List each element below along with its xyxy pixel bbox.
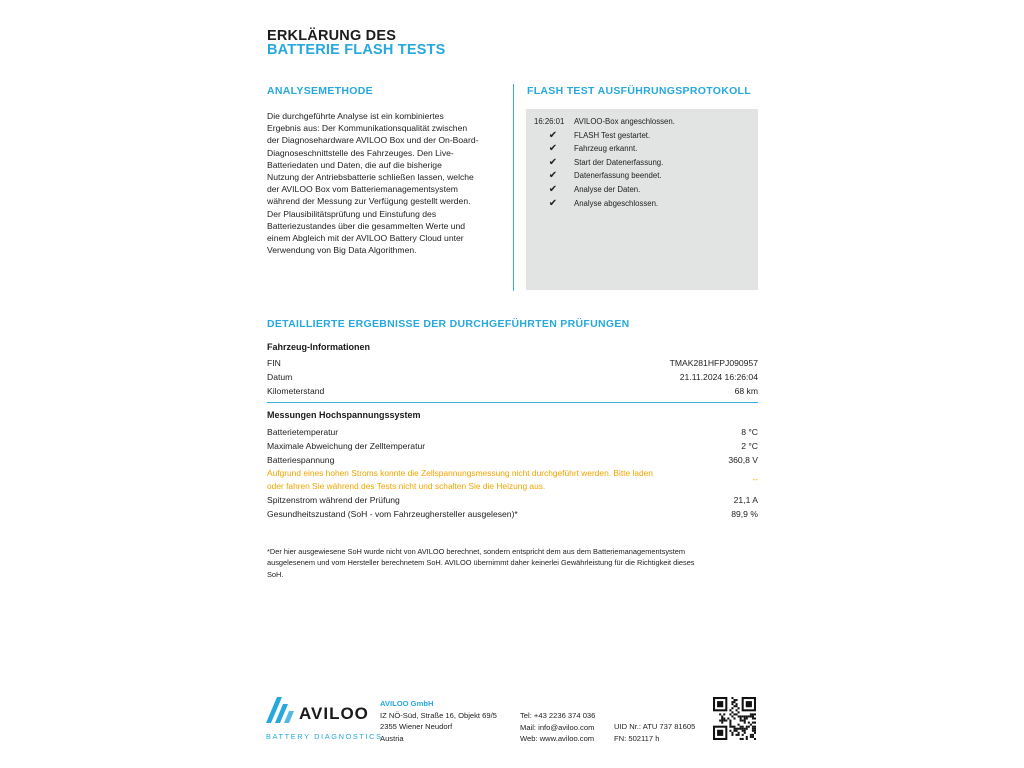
row-value: 21.11.2024 16:26:04 (679, 371, 758, 382)
analysis-line: Batteriedaten und Daten, die auf die bisherige (267, 159, 442, 170)
protocol-heading: FLASH TEST AUSFÜHRUNGSPROTOKOLL (527, 85, 751, 97)
registry-uid: UID Nr.: ATU 737 81605 (614, 722, 696, 731)
company-name: AVILOO GmbH (380, 699, 434, 708)
table-row (267, 371, 758, 384)
protocol-log (534, 115, 754, 235)
check-icon: ✔ (548, 129, 558, 141)
page-title-line1: ERKLÄRUNG DES (267, 28, 397, 44)
table-row (267, 357, 758, 370)
analysis-line: während der Messung zur Verfügung gestellt werden. (267, 196, 471, 207)
protocol-entry (534, 115, 754, 128)
table-row (267, 440, 758, 453)
warning-line1: Aufgrund eines hohen Stroms konnte die Zellspannungsmessung nicht durchgeführt werden. Bitte laden (267, 468, 653, 478)
company-registry (614, 721, 695, 744)
row-value: 68 km (734, 385, 758, 396)
protocol-entry (534, 142, 754, 155)
footnote-line1: *Der hier ausgewiesene SoH wurde nicht von AVILOO berechnet, sondern entspricht dem aus dem Batteriemanagementsystem (267, 547, 686, 556)
address-line3: Austria (380, 733, 404, 743)
cell-voltage-warning (267, 467, 717, 492)
protocol-message: Analyse abgeschlossen. (574, 198, 659, 208)
company-contact (520, 710, 595, 745)
analysis-line: der AVILOO Box vom Batteriemanagementsystem (267, 184, 458, 195)
row-label: Spitzenstrom während der Prüfung (267, 495, 400, 505)
soh-footnote (267, 546, 762, 580)
analysis-heading: ANALYSEMETHODE (267, 85, 373, 97)
protocol-message: FLASH Test gestartet. (574, 130, 651, 140)
row-label: FIN (267, 358, 281, 368)
footnote-line3: SoH. (267, 569, 284, 579)
table-row (267, 508, 758, 521)
analysis-line: Die durchgeführte Analyse ist ein kombiniertes (267, 111, 444, 121)
section-divider (267, 402, 758, 403)
check-icon: ✔ (548, 156, 558, 168)
analysis-line: Verwendung von Big Data Algorithmen. (267, 245, 417, 256)
protocol-message: AVILOO-Box angeschlossen. (574, 117, 675, 126)
row-label: Kilometerstand (267, 385, 325, 396)
row-label: Batterietemperatur (267, 427, 339, 437)
protocol-entry (534, 129, 754, 142)
protocol-message: Fahrzeug erkannt. (574, 144, 638, 154)
registry-fn: FN: 502117 h (614, 733, 660, 743)
address-line2: 2355 Wiener Neudorf (380, 722, 453, 732)
analysis-line: Nutzung der Antriebsbatterie schließen lassen, welche (267, 172, 474, 183)
analysis-line: der Diagnosehardware AVILOO Box und der On-Board- (267, 135, 479, 146)
warning-line2: oder fahren Sie während des Tests nicht und schalten Sie die Heizung aus. (267, 480, 546, 491)
protocol-message: Datenerfassung beendet. (574, 171, 662, 181)
hv-measurements-title: Messungen Hochspannungssystem (267, 410, 421, 420)
address-line1: IZ NÖ-Süd, Straße 16, Objekt 69/5 (380, 710, 497, 720)
company-address (380, 698, 497, 744)
check-icon: ✔ (548, 170, 558, 182)
column-divider (513, 84, 514, 291)
row-value: 360,8 V (728, 454, 758, 465)
qr-code-icon (713, 697, 756, 740)
analysis-line: Diagnoseschnittstelle des Fahrzeuges. Den Live- (267, 147, 454, 158)
aviloo-logo-text: AVILOO (299, 704, 369, 723)
row-value: 2 °C (741, 440, 758, 451)
aviloo-logo-subtitle: BATTERY DIAGNOSTICS (266, 732, 383, 741)
protocol-message: Analyse der Daten. (574, 185, 641, 194)
row-label: Batteriespannung (267, 454, 335, 465)
check-icon: ✔ (548, 184, 558, 195)
analysis-line: Batteriezustandes über die gesammelten Werte und (267, 220, 466, 231)
table-row (267, 494, 758, 507)
table-row (267, 385, 758, 398)
protocol-entry (534, 156, 754, 169)
protocol-entry (534, 183, 754, 196)
contact-web[interactable]: Web: www.aviloo.com (520, 734, 595, 744)
aviloo-logo-icon (266, 697, 296, 723)
analysis-line: Der Plausibilitätsprüfung und Einstufung des (267, 208, 437, 219)
footnote-line2: ausgelesenem und vom Hersteller berechnetem SoH. AVILOO übernimmt daher keinerlei Gewährleistung für die Richtigkeit dieses (267, 558, 695, 568)
table-row (267, 426, 758, 439)
contact-mail[interactable]: Mail: info@aviloo.com (520, 722, 595, 732)
row-label: Maximale Abweichung der Zelltemperatur (267, 440, 426, 451)
warning-value: -- (752, 474, 758, 484)
results-heading: DETAILLIERTE ERGEBNISSE DER DURCHGEFÜHRTEN PRÜFUNGEN (267, 318, 630, 330)
row-value: 21,1 A (733, 495, 758, 505)
row-value: 89,9 % (731, 508, 758, 519)
check-icon: ✔ (548, 143, 558, 155)
protocol-time: 16:26:01 (534, 117, 565, 126)
analysis-text (267, 110, 507, 256)
row-label: Gesundheitszustand (SoH - vom Fahrzeughersteller ausgelesen)* (267, 508, 518, 519)
table-row (267, 454, 758, 467)
row-label: Datum (267, 371, 293, 382)
page-title-line2: BATTERIE FLASH TESTS (267, 42, 446, 58)
analysis-line: Ergebnis aus: Der Kommunikationsqualität zwischen (267, 123, 468, 134)
contact-tel: Tel: +43 2236 374 036 (520, 711, 596, 720)
vehicle-info-title: Fahrzeug-Informationen (267, 342, 370, 352)
protocol-entry (534, 169, 754, 182)
protocol-entry (534, 197, 754, 210)
protocol-message: Start der Datenerfassung. (574, 157, 664, 167)
row-value: TMAK281HFPJ090957 (669, 358, 758, 368)
analysis-line: einem Abgleich mit der AVILOO Battery Cloud unter (267, 233, 464, 244)
row-value: 8 °C (741, 427, 758, 437)
check-icon: ✔ (548, 197, 558, 209)
